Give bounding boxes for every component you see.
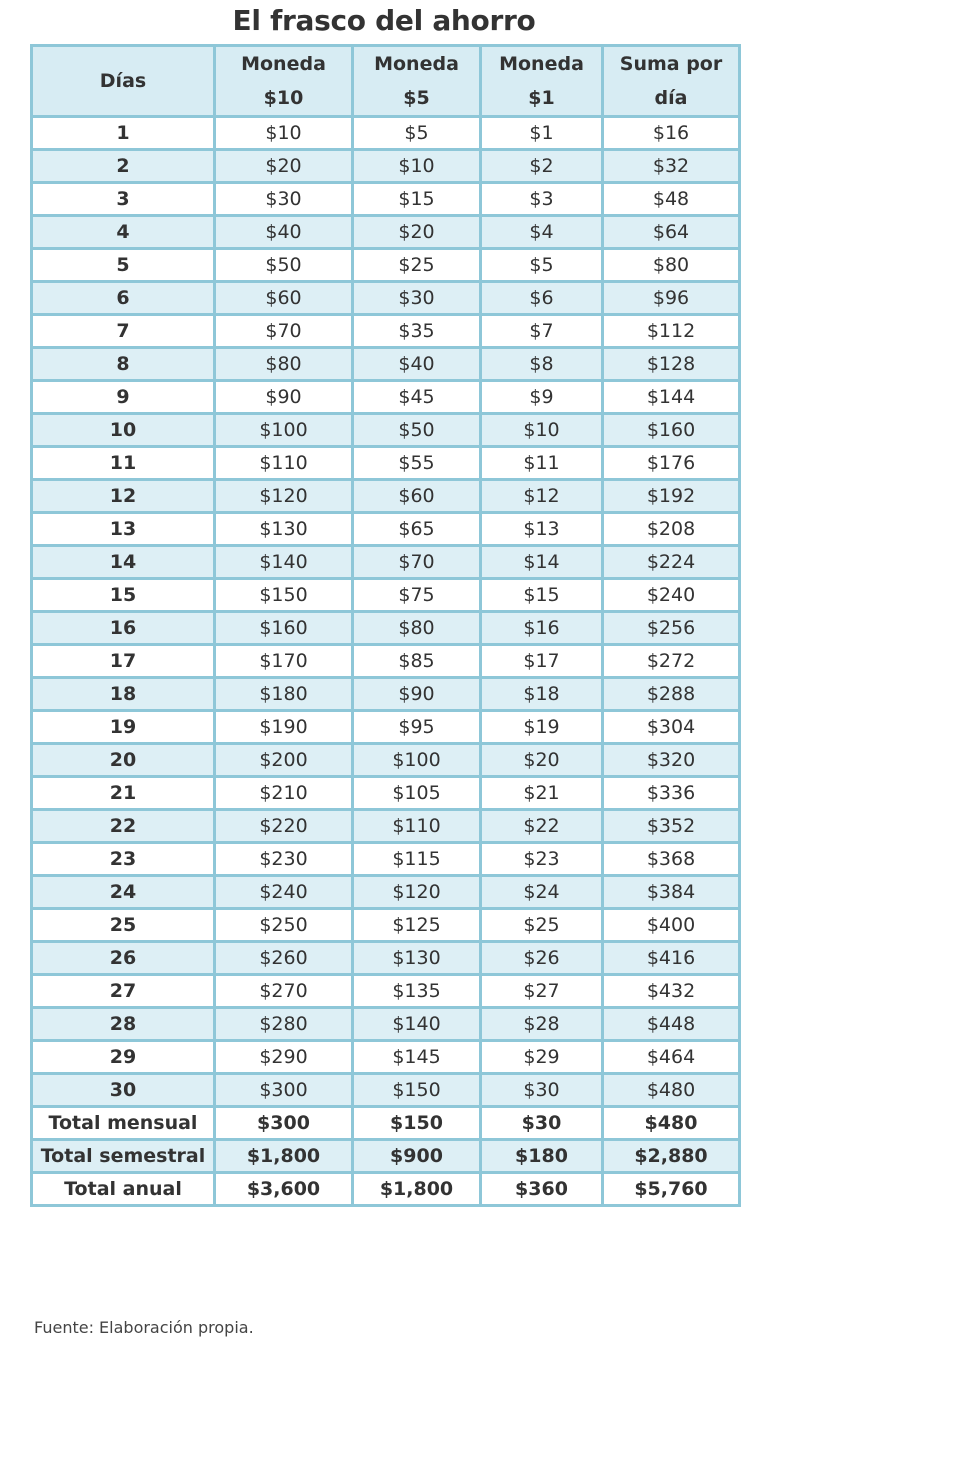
total-label: Total semestral (32, 1140, 215, 1173)
daily-sum-cell: $352 (603, 810, 740, 843)
coin-10-cell: $100 (215, 414, 353, 447)
coin-5-cell: $15 (353, 183, 481, 216)
coin-5-cell: $150 (353, 1107, 481, 1140)
total-label: Total anual (32, 1173, 215, 1206)
coin-5-cell: $10 (353, 150, 481, 183)
coin-1-cell: $9 (481, 381, 603, 414)
day-cell: 16 (32, 612, 215, 645)
daily-sum-cell: $224 (603, 546, 740, 579)
table-title: El frasco del ahorro (232, 4, 536, 37)
coin-10-cell: $190 (215, 711, 353, 744)
daily-sum-cell: $176 (603, 447, 740, 480)
coin-1-cell: $13 (481, 513, 603, 546)
coin-10-cell: $160 (215, 612, 353, 645)
day-cell: 26 (32, 942, 215, 975)
coin-5-cell: $85 (353, 645, 481, 678)
day-cell: 20 (32, 744, 215, 777)
daily-sum-cell: $16 (603, 117, 740, 150)
table-row (32, 909, 740, 942)
daily-sum-cell: $304 (603, 711, 740, 744)
coin-5-cell: $150 (353, 1074, 481, 1107)
coin-1-cell: $1 (481, 117, 603, 150)
coin-5-cell: $125 (353, 909, 481, 942)
coin-10-cell: $260 (215, 942, 353, 975)
total-row (32, 1140, 740, 1173)
daily-sum-cell: $48 (603, 183, 740, 216)
daily-sum-cell: $160 (603, 414, 740, 447)
coin-1-cell: $26 (481, 942, 603, 975)
coin-5-cell: $45 (353, 381, 481, 414)
coin-10-cell: $110 (215, 447, 353, 480)
coin-10-cell: $250 (215, 909, 353, 942)
day-cell: 27 (32, 975, 215, 1008)
coin-10-cell: $290 (215, 1041, 353, 1074)
table-row (32, 348, 740, 381)
coin-1-cell: $2 (481, 150, 603, 183)
table-row (32, 216, 740, 249)
coin-5-cell: $1,800 (353, 1173, 481, 1206)
coin-10-cell: $150 (215, 579, 353, 612)
coin-5-cell: $40 (353, 348, 481, 381)
coin-1-cell: $360 (481, 1173, 603, 1206)
daily-sum-cell: $320 (603, 744, 740, 777)
daily-sum-cell: $416 (603, 942, 740, 975)
coin-10-cell: $120 (215, 480, 353, 513)
coin-5-cell: $25 (353, 249, 481, 282)
day-cell: 2 (32, 150, 215, 183)
coin-10-cell: $170 (215, 645, 353, 678)
daily-sum-cell: $480 (603, 1074, 740, 1107)
coin-5-cell: $100 (353, 744, 481, 777)
coin-1-cell: $30 (481, 1107, 603, 1140)
coin-10-cell: $10 (215, 117, 353, 150)
day-cell: 9 (32, 381, 215, 414)
coin-1-cell: $17 (481, 645, 603, 678)
coin-5-cell: $105 (353, 777, 481, 810)
daily-sum-cell: $240 (603, 579, 740, 612)
coin-1-cell: $28 (481, 1008, 603, 1041)
coin-5-cell: $65 (353, 513, 481, 546)
coin-1-cell: $7 (481, 315, 603, 348)
table-row (32, 942, 740, 975)
daily-sum-cell: $192 (603, 480, 740, 513)
header-daily-sum: Suma por día (603, 46, 740, 117)
table-row (32, 447, 740, 480)
day-cell: 8 (32, 348, 215, 381)
table-row (32, 117, 740, 150)
coin-10-cell: $210 (215, 777, 353, 810)
coin-1-cell: $3 (481, 183, 603, 216)
coin-10-cell: $230 (215, 843, 353, 876)
table-row (32, 315, 740, 348)
coin-10-cell: $1,800 (215, 1140, 353, 1173)
coin-10-cell: $220 (215, 810, 353, 843)
coin-10-cell: $30 (215, 183, 353, 216)
day-cell: 4 (32, 216, 215, 249)
day-cell: 5 (32, 249, 215, 282)
coin-5-cell: $115 (353, 843, 481, 876)
day-cell: 10 (32, 414, 215, 447)
table-row (32, 1008, 740, 1041)
daily-sum-cell: $448 (603, 1008, 740, 1041)
day-cell: 29 (32, 1041, 215, 1074)
total-label: Total mensual (32, 1107, 215, 1140)
daily-sum-cell: $112 (603, 315, 740, 348)
table-row (32, 546, 740, 579)
daily-sum-cell: $464 (603, 1041, 740, 1074)
coin-5-cell: $900 (353, 1140, 481, 1173)
coin-10-cell: $20 (215, 150, 353, 183)
coin-5-cell: $30 (353, 282, 481, 315)
day-cell: 11 (32, 447, 215, 480)
coin-1-cell: $23 (481, 843, 603, 876)
day-cell: 22 (32, 810, 215, 843)
coin-10-cell: $90 (215, 381, 353, 414)
coin-1-cell: $24 (481, 876, 603, 909)
day-cell: 28 (32, 1008, 215, 1041)
table-row (32, 249, 740, 282)
day-cell: 14 (32, 546, 215, 579)
coin-1-cell: $12 (481, 480, 603, 513)
coin-10-cell: $60 (215, 282, 353, 315)
coin-10-cell: $200 (215, 744, 353, 777)
coin-5-cell: $120 (353, 876, 481, 909)
table-row (32, 150, 740, 183)
coin-5-cell: $110 (353, 810, 481, 843)
coin-5-cell: $145 (353, 1041, 481, 1074)
daily-sum-cell: $144 (603, 381, 740, 414)
coin-10-cell: $80 (215, 348, 353, 381)
day-cell: 3 (32, 183, 215, 216)
coin-5-cell: $135 (353, 975, 481, 1008)
day-cell: 23 (32, 843, 215, 876)
daily-sum-cell: $480 (603, 1107, 740, 1140)
daily-sum-cell: $272 (603, 645, 740, 678)
coin-5-cell: $95 (353, 711, 481, 744)
coin-1-cell: $27 (481, 975, 603, 1008)
coin-1-cell: $22 (481, 810, 603, 843)
coin-5-cell: $90 (353, 678, 481, 711)
coin-1-cell: $25 (481, 909, 603, 942)
table-row (32, 579, 740, 612)
coin-1-cell: $21 (481, 777, 603, 810)
table-row (32, 975, 740, 1008)
table-row (32, 744, 740, 777)
source-note: Fuente: Elaboración propia. (34, 1318, 254, 1337)
day-cell: 17 (32, 645, 215, 678)
coin-1-cell: $14 (481, 546, 603, 579)
daily-sum-cell: $96 (603, 282, 740, 315)
daily-sum-cell: $32 (603, 150, 740, 183)
coin-5-cell: $80 (353, 612, 481, 645)
coin-1-cell: $19 (481, 711, 603, 744)
coin-1-cell: $10 (481, 414, 603, 447)
coin-5-cell: $75 (353, 579, 481, 612)
table-row (32, 1074, 740, 1107)
day-cell: 18 (32, 678, 215, 711)
day-cell: 21 (32, 777, 215, 810)
day-cell: 7 (32, 315, 215, 348)
table-row (32, 711, 740, 744)
table-row (32, 1041, 740, 1074)
daily-sum-cell: $208 (603, 513, 740, 546)
day-cell: 25 (32, 909, 215, 942)
table-row (32, 381, 740, 414)
daily-sum-cell: $432 (603, 975, 740, 1008)
day-cell: 24 (32, 876, 215, 909)
table-row (32, 612, 740, 645)
coin-10-cell: $130 (215, 513, 353, 546)
coin-1-cell: $20 (481, 744, 603, 777)
coin-10-cell: $280 (215, 1008, 353, 1041)
coin-5-cell: $130 (353, 942, 481, 975)
header-row (32, 46, 740, 117)
daily-sum-cell: $368 (603, 843, 740, 876)
table-row (32, 183, 740, 216)
coin-1-cell: $4 (481, 216, 603, 249)
coin-5-cell: $60 (353, 480, 481, 513)
coin-1-cell: $18 (481, 678, 603, 711)
daily-sum-cell: $2,880 (603, 1140, 740, 1173)
coin-1-cell: $6 (481, 282, 603, 315)
coin-10-cell: $180 (215, 678, 353, 711)
coin-10-cell: $240 (215, 876, 353, 909)
daily-sum-cell: $400 (603, 909, 740, 942)
daily-sum-cell: $80 (603, 249, 740, 282)
coin-10-cell: $40 (215, 216, 353, 249)
table-row (32, 843, 740, 876)
coin-10-cell: $300 (215, 1074, 353, 1107)
coin-10-cell: $140 (215, 546, 353, 579)
daily-sum-cell: $384 (603, 876, 740, 909)
table-row (32, 414, 740, 447)
coin-1-cell: $30 (481, 1074, 603, 1107)
coin-10-cell: $70 (215, 315, 353, 348)
total-row (32, 1107, 740, 1140)
savings-table (30, 44, 741, 1207)
table-row (32, 678, 740, 711)
daily-sum-cell: $336 (603, 777, 740, 810)
day-cell: 1 (32, 117, 215, 150)
coin-5-cell: $35 (353, 315, 481, 348)
daily-sum-cell: $128 (603, 348, 740, 381)
coin-10-cell: $50 (215, 249, 353, 282)
table-row (32, 876, 740, 909)
coin-1-cell: $29 (481, 1041, 603, 1074)
table-row (32, 480, 740, 513)
coin-5-cell: $70 (353, 546, 481, 579)
coin-1-cell: $5 (481, 249, 603, 282)
coin-5-cell: $50 (353, 414, 481, 447)
coin-5-cell: $55 (353, 447, 481, 480)
table-row (32, 777, 740, 810)
coin-1-cell: $8 (481, 348, 603, 381)
day-cell: 19 (32, 711, 215, 744)
table-row (32, 645, 740, 678)
daily-sum-cell: $256 (603, 612, 740, 645)
total-row (32, 1173, 740, 1206)
day-cell: 6 (32, 282, 215, 315)
day-cell: 15 (32, 579, 215, 612)
day-cell: 12 (32, 480, 215, 513)
daily-sum-cell: $288 (603, 678, 740, 711)
coin-5-cell: $5 (353, 117, 481, 150)
coin-1-cell: $11 (481, 447, 603, 480)
header-coin-1: Moneda $1 (481, 46, 603, 117)
table-row (32, 282, 740, 315)
coin-10-cell: $300 (215, 1107, 353, 1140)
coin-1-cell: $16 (481, 612, 603, 645)
header-coin-10: Moneda $10 (215, 46, 353, 117)
table-row (32, 810, 740, 843)
daily-sum-cell: $64 (603, 216, 740, 249)
coin-1-cell: $180 (481, 1140, 603, 1173)
day-cell: 13 (32, 513, 215, 546)
header-coin-5: Moneda $5 (353, 46, 481, 117)
day-cell: 30 (32, 1074, 215, 1107)
coin-1-cell: $15 (481, 579, 603, 612)
header-days: Días (32, 46, 215, 117)
coin-10-cell: $270 (215, 975, 353, 1008)
daily-sum-cell: $5,760 (603, 1173, 740, 1206)
coin-10-cell: $3,600 (215, 1173, 353, 1206)
coin-5-cell: $20 (353, 216, 481, 249)
table-row (32, 513, 740, 546)
coin-5-cell: $140 (353, 1008, 481, 1041)
